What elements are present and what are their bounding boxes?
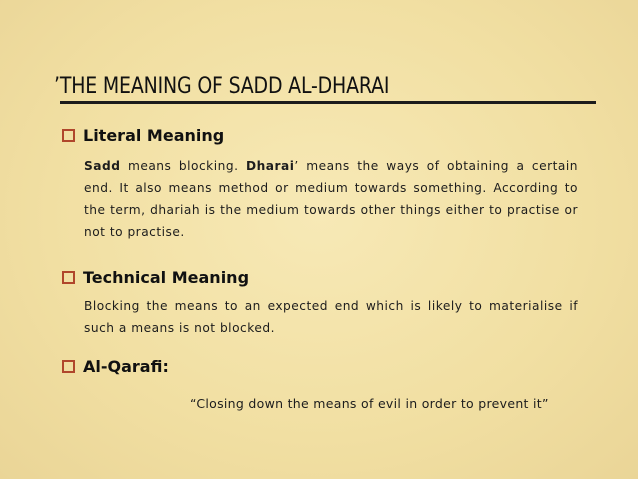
- title-underline: [60, 101, 596, 104]
- section-heading: Al-Qarafi:: [83, 357, 169, 376]
- technical-meaning-paragraph: Blocking the means to an expected end which is likely to materialise if such a means is not blocked.: [84, 299, 578, 335]
- section-heading: Technical Meaning: [83, 268, 250, 287]
- square-bullet-icon: [62, 271, 75, 284]
- section-al-qarafi: [62, 357, 169, 376]
- slide-title: ’THE MEANING OF SADD AL-DHARAI: [54, 74, 390, 99]
- al-qarafi-quote: “Closing down the means of evil in order to prevent it”: [190, 396, 549, 411]
- square-bullet-icon: [62, 360, 75, 373]
- literal-meaning-paragraph: [84, 155, 578, 243]
- term-sadd: Sadd: [84, 159, 121, 173]
- term-dharai: Dharai: [245, 159, 295, 173]
- paragraph-text: ’ means the ways of obtaining a certain end. It also means method or medium towards something. According to the term, dhariah is the medium towards other things either to practise or not to practise.: [84, 159, 579, 239]
- section-literal-meaning: [62, 126, 224, 145]
- section-technical-meaning: [62, 268, 249, 287]
- paragraph-text: means blocking.: [120, 159, 246, 173]
- section-heading: Literal Meaning: [83, 126, 225, 145]
- square-bullet-icon: [62, 129, 75, 142]
